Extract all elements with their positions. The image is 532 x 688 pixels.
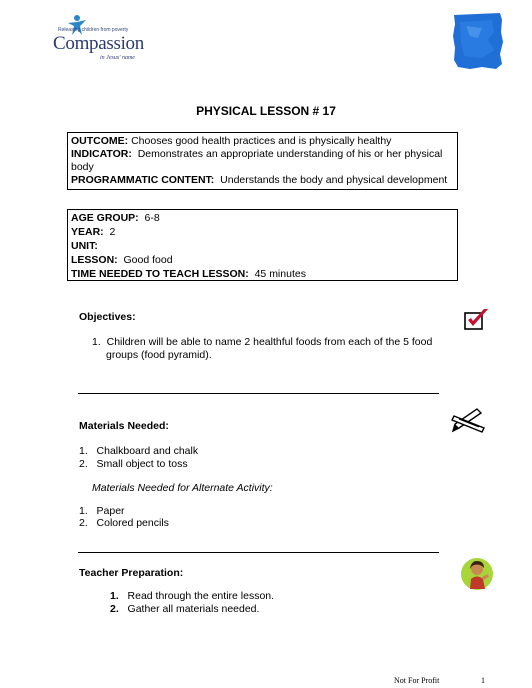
lesson-line bbox=[71, 253, 454, 267]
materials-item-text: Small object to toss bbox=[96, 458, 188, 470]
checkbox-check-icon bbox=[463, 307, 490, 331]
year-value: 2 bbox=[109, 226, 116, 238]
materials-item-2 bbox=[79, 458, 188, 471]
teacher-prep-item-number: 1. bbox=[110, 590, 119, 602]
materials-item-1 bbox=[79, 445, 198, 458]
outcome-line bbox=[71, 135, 454, 148]
footer-note: Not For Profit bbox=[394, 676, 440, 685]
alt-materials-heading: Materials Needed for Alternate Activity: bbox=[92, 482, 273, 494]
objectives-heading: Objectives: bbox=[79, 311, 136, 323]
teacher-prep-item-text: Gather all materials needed. bbox=[127, 603, 260, 615]
unit-line bbox=[71, 239, 454, 253]
blue-blot-image bbox=[452, 12, 503, 70]
teacher-prep-item-text: Read through the entire lesson. bbox=[127, 590, 275, 602]
age-label: AGE GROUP: bbox=[71, 212, 139, 224]
content-value: Understands the body and physical development bbox=[220, 174, 448, 186]
indicator-line bbox=[71, 148, 454, 174]
teacher-prep-item-2 bbox=[110, 603, 259, 616]
section-divider bbox=[78, 552, 439, 553]
outcome-value: Chooses good health practices and is physically healthy bbox=[131, 135, 392, 147]
materials-item-number: 1. bbox=[79, 445, 88, 457]
alt-materials-item-text: Paper bbox=[96, 505, 125, 517]
year-label: YEAR: bbox=[71, 226, 104, 238]
time-value: 45 minutes bbox=[254, 268, 306, 280]
outcome-label: OUTCOME: bbox=[71, 135, 129, 147]
content-label: PROGRAMMATIC CONTENT: bbox=[71, 174, 215, 186]
materials-item-text: Chalkboard and chalk bbox=[96, 445, 199, 457]
teacher-prep-heading: Teacher Preparation: bbox=[79, 567, 184, 579]
objective-item-continuation: groups (food pyramid). bbox=[106, 349, 212, 361]
alt-materials-item-2 bbox=[79, 517, 169, 530]
alt-materials-item-text: Colored pencils bbox=[96, 517, 169, 529]
logo-subline: in Jesus' name bbox=[100, 55, 135, 61]
lesson-label: LESSON: bbox=[71, 254, 118, 266]
logo-wordmark: Compassion bbox=[53, 33, 144, 54]
objective-item bbox=[92, 336, 432, 349]
lesson-info-box bbox=[67, 209, 458, 281]
indicator-label: INDICATOR: bbox=[71, 148, 132, 160]
teacher-prep-item-1 bbox=[110, 590, 274, 603]
page-title: PHYSICAL LESSON # 17 bbox=[196, 104, 336, 118]
lesson-value: Good food bbox=[123, 254, 173, 266]
objective-item-number: 1. bbox=[92, 336, 101, 348]
objective-item-text-1: Children will be able to name 2 healthful foods from each of the 5 food bbox=[106, 336, 433, 348]
unit-label: UNIT: bbox=[71, 240, 98, 252]
time-line bbox=[71, 267, 454, 281]
materials-heading: Materials Needed: bbox=[79, 420, 169, 432]
content-line bbox=[71, 174, 454, 187]
age-line bbox=[71, 211, 454, 225]
outcome-box bbox=[67, 132, 458, 190]
alt-materials-item-number: 1. bbox=[79, 505, 88, 517]
age-value: 6-8 bbox=[144, 212, 160, 224]
materials-item-number: 2. bbox=[79, 458, 88, 470]
section-divider bbox=[78, 393, 439, 394]
teacher-child-icon bbox=[460, 557, 494, 591]
indicator-value: Demonstrates an appropriate understanding of his or her physical body bbox=[71, 148, 443, 173]
pencil-crayon-icon bbox=[451, 407, 485, 433]
teacher-prep-item-number: 2. bbox=[110, 603, 119, 615]
logo-tagline: Releasing children from poverty bbox=[58, 27, 129, 33]
alt-materials-item-number: 2. bbox=[79, 517, 88, 529]
time-label: TIME NEEDED TO TEACH LESSON: bbox=[71, 268, 249, 280]
year-line bbox=[71, 225, 454, 239]
page-number: 1 bbox=[481, 676, 485, 685]
